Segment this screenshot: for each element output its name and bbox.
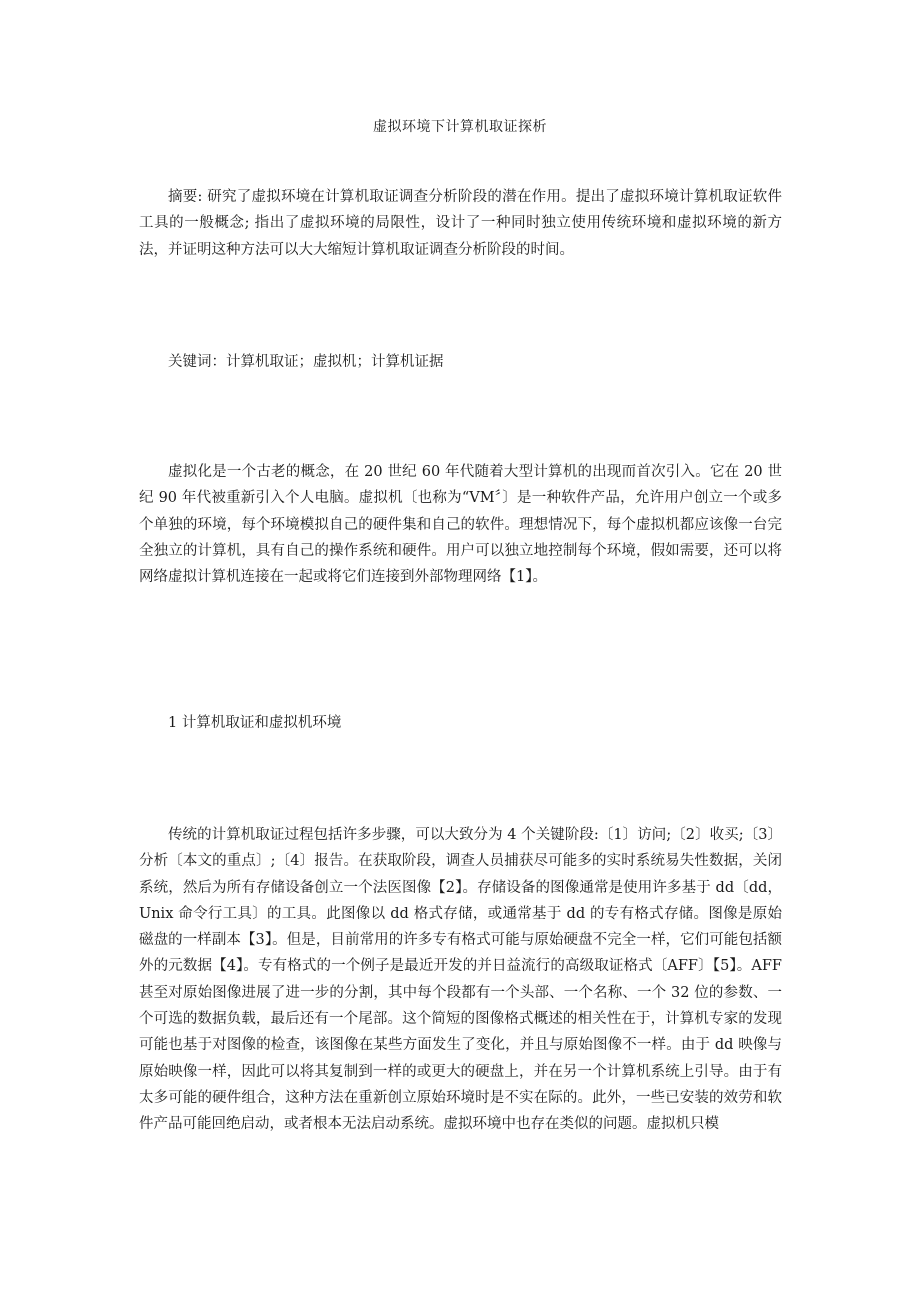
section-heading: 1 计算机取证和虚拟机环境 xyxy=(168,715,342,731)
document-title: 虚拟环境下计算机取证探析 xyxy=(373,119,547,135)
abstract-paragraph: 摘要: 研究了虚拟环境在计算机取证调查分析阶段的潜在作用。提出了虚拟环境计算机取证软件工具的一般概念; 指出了虚拟环境的局限性，设计了一种同时独立使用传统环境和虚拟环境的新方法，并证明这种方法可以大大缩短计算机取证调查分析阶段的时间。 xyxy=(139,189,782,258)
keywords-line: 关键词：计算机取证；虚拟机；计算机证据 xyxy=(168,354,444,370)
body-paragraph: 传统的计算机取证过程包括许多步骤，可以大致分为 4 个关键阶段:〔1〕访问;〔2〕收买;〔3〕分析〔本文的重点〕;〔4〕报告。在获取阶段，调查人员捕获尽可能多的实时系统易失性数据，关闭系统，然后为所有存储设备创立一个法医图像【2】。存储设备的图像通常是使用许多基于 dd〔dd，Unix 命令行工具〕的工具。此图像以 dd 格式存储，或通常基于 dd 的专有格式存储。图像是原始磁盘的一样副本【3】。但是，目前常用的许多专有格式可能与原始硬盘不完全一样，它们可能包括额外的元数据【4】。专有格式的一个例子是最近开发的并日益流行的高级取证格式〔AFF〕【5】。AFF 甚至对原始图像进展了进一步的分割，其中每个段都有一个头部、一个名称、一个 32 位的参数、一个可选的数据负载，最后还有一个尾部。这个简短的图像格式概述的相关性在于，计算机专家的发现可能也基于对图像的检查，该图像在某些方面发生了变化，并且与原始图像不一样。由于 dd 映像与原始映像一样，因此可以将其复制到一样的或更大的硬盘上，并在另一个计算机系统上引导。由于有太多可能的硬件组合，这种方法在重新创立原始环境时是不实在际的。此外，一些已安装的效劳和软件产品可能回绝启动，或者根本无法启动系统。虚拟环境中也存在类似的问题。虚拟机只模 xyxy=(139,827,782,1133)
intro-paragraph: 虚拟化是一个古老的概念，在 20 世纪 60 年代随着大型计算机的出现而首次引入。它在 20 世纪 90 年代被重新引入个人电脑。虚拟机〔也称为“VM〞〕是一种软件产品，允许用户创立一个或多个单独的环境，每个环境模拟自己的硬件集和自己的软件。理想情况下，每个虚拟机都应该像一台完全独立的计算机，具有自己的操作系统和硬件。用户可以独立地控制每个环境，假如需要，还可以将网络虚拟计算机连接在一起或将它们连接到外部物理网络【1】。 xyxy=(139,464,782,586)
